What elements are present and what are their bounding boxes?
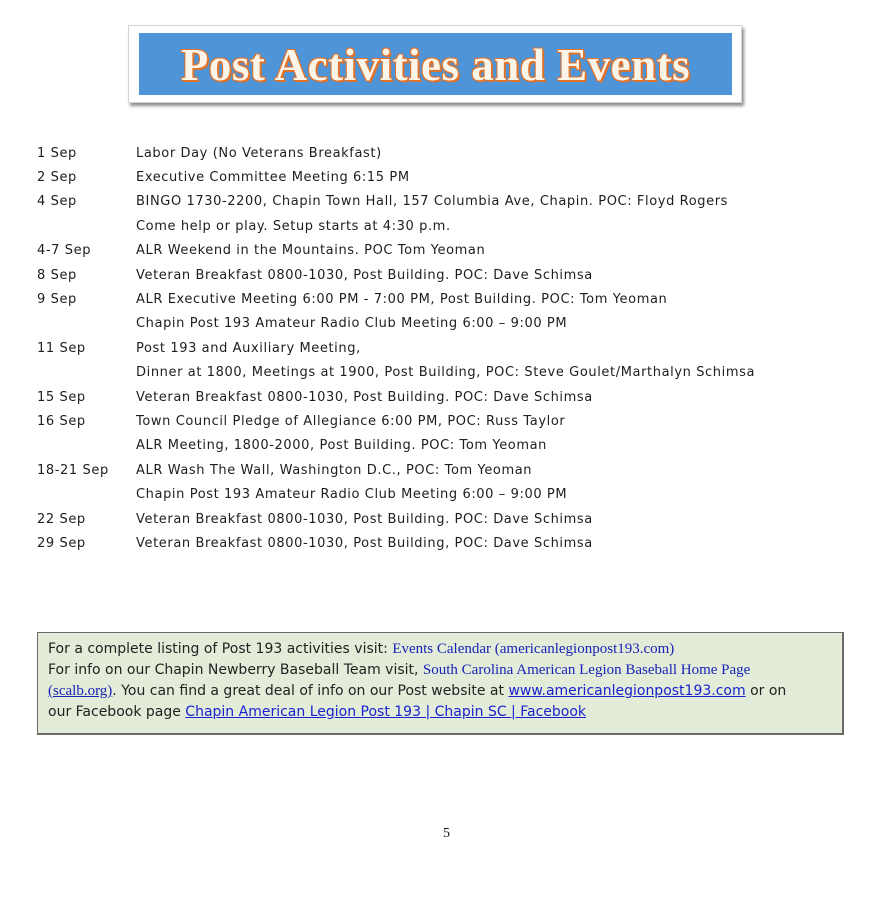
event-description: Come help or play. Setup starts at 4:30 p.m. (136, 218, 451, 234)
event-description: Veteran Breakfast 0800-1030, Post Building. POC: Dave Schimsa (136, 267, 593, 283)
event-date: 1 Sep (37, 145, 77, 161)
event-description: Chapin Post 193 Amateur Radio Club Meeting 6:00 – 9:00 PM (136, 316, 568, 332)
event-description: ALR Executive Meeting 6:00 PM - 7:00 PM, Post Building. POC: Tom Yeoman (136, 292, 668, 308)
event-row (37, 458, 877, 482)
event-description: ALR Meeting, 1800-2000, Post Building. POC: Tom Yeoman (136, 438, 548, 454)
event-row (37, 361, 877, 385)
event-description: Executive Committee Meeting 6:15 PM (136, 170, 410, 186)
event-date: 18-21 Sep (37, 462, 109, 478)
events-calendar-link[interactable]: Events Calendar (americanlegionpost193.com) (392, 641, 675, 657)
event-description: ALR Weekend in the Mountains. POC Tom Yeoman (136, 243, 486, 259)
event-description: Dinner at 1800, Meetings at 1900, Post Building, POC: Steve Goulet/Marthalyn Schimsa (136, 365, 756, 381)
event-row (37, 239, 877, 263)
event-date: 16 Sep (37, 413, 86, 429)
event-description: ALR Wash The Wall, Washington D.C., POC: Tom Yeoman (136, 462, 533, 478)
event-row (37, 385, 877, 409)
event-row (37, 531, 877, 555)
event-description: BINGO 1730-2200, Chapin Town Hall, 157 Columbia Ave, Chapin. POC: Floyd Rogers (136, 194, 729, 210)
facebook-page-link[interactable]: Chapin American Legion Post 193 | Chapin SC | Facebook (185, 704, 586, 720)
event-date: 4 Sep (37, 194, 77, 210)
info-text: . You can find a great deal of info on our Post website at (112, 683, 509, 699)
event-row (37, 482, 877, 506)
event-row (37, 434, 877, 458)
event-row (37, 312, 877, 336)
event-row (37, 165, 877, 189)
event-description: Labor Day (No Veterans Breakfast) (136, 145, 382, 161)
info-box (37, 632, 844, 735)
scalb-link[interactable]: (scalb.org) (48, 683, 113, 699)
info-line-1 (48, 639, 832, 660)
event-description: Town Council Pledge of Allegiance 6:00 PM, POC: Russ Taylor (136, 413, 566, 429)
post-website-link[interactable]: www.americanlegionpost193.com (508, 683, 746, 699)
page-title: Post Activities and Events (180, 39, 691, 90)
event-row (37, 409, 877, 433)
event-date: 11 Sep (37, 340, 86, 356)
event-row (37, 190, 877, 214)
event-date: 15 Sep (37, 389, 86, 405)
event-description: Veteran Breakfast 0800-1030, Post Building. POC: Dave Schimsa (136, 389, 593, 405)
event-date: 8 Sep (37, 267, 77, 283)
info-line-2 (48, 660, 832, 681)
event-row (37, 336, 877, 360)
event-description: Post 193 and Auxiliary Meeting, (136, 340, 361, 356)
event-row (37, 263, 877, 287)
info-line-3 (48, 681, 832, 702)
event-date: 4-7 Sep (37, 243, 92, 259)
baseball-home-page-link[interactable]: South Carolina American Legion Baseball Home Page (422, 662, 751, 678)
event-description: Veteran Breakfast 0800-1030, Post Building, POC: Dave Schimsa (136, 535, 593, 551)
event-date: 9 Sep (37, 292, 77, 308)
event-description: Veteran Breakfast 0800-1030, Post Building. POC: Dave Schimsa (136, 511, 593, 527)
event-date: 29 Sep (37, 535, 86, 551)
event-row (37, 507, 877, 531)
events-list (37, 141, 877, 556)
event-row (37, 287, 877, 311)
info-text: our Facebook page (48, 704, 186, 720)
page-number: 5 (443, 826, 450, 841)
event-description: Chapin Post 193 Amateur Radio Club Meeting 6:00 – 9:00 PM (136, 487, 568, 503)
info-text: For info on our Chapin Newberry Baseball Team visit, (48, 662, 423, 678)
header-banner (139, 33, 732, 95)
info-text: or on (745, 683, 787, 699)
info-line-4 (48, 702, 832, 723)
event-row (37, 214, 877, 238)
header-banner-frame (128, 25, 742, 103)
info-text: For a complete listing of Post 193 activities visit: (48, 641, 393, 657)
event-row (37, 141, 877, 165)
event-date: 2 Sep (37, 170, 77, 186)
event-date: 22 Sep (37, 511, 86, 527)
